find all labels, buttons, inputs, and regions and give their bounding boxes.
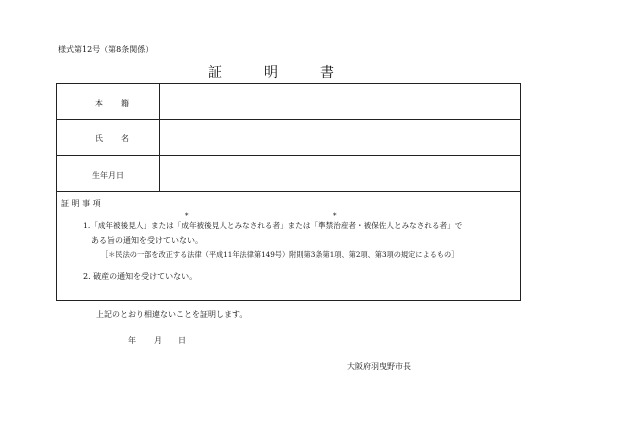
title-char-3: 書 <box>320 65 334 81</box>
matter-item-1-line-1: 1.「成年被後見人」または「成年被後見人とみなされる者」または「準禁治産者・被保佐人とみなされる者」で <box>83 221 463 230</box>
matter-item-1-line-2: ある旨の通知を受けていない。 <box>91 236 203 245</box>
date-year: 年 <box>128 336 136 345</box>
form-number: 様式第12号（第8条関係） <box>58 45 154 54</box>
issuer-name: 大阪府羽曳野市長 <box>347 362 411 371</box>
document-title <box>208 62 334 82</box>
title-char-1: 証 <box>208 65 222 81</box>
date-month: 月 <box>154 336 162 345</box>
asterisk-mark: * <box>185 212 189 220</box>
row-label-honseki: 本 籍 <box>95 99 129 108</box>
label-column-divider <box>159 84 160 192</box>
row-divider <box>57 191 520 192</box>
matter-item-2: 2. 破産の通知を受けていない。 <box>83 272 198 281</box>
asterisk-mark: * <box>333 212 337 220</box>
row-divider <box>57 155 520 156</box>
date-day: 日 <box>178 336 186 345</box>
matters-heading: 証 明 事 項 <box>61 199 101 208</box>
certificate-table <box>56 83 521 301</box>
matter-item-1-note: ［＊民法の一部を改正する法律（平成11年法律第149号）附則第3条第1項、第2項、第3項の規定によるもの］ <box>101 250 459 259</box>
title-char-2: 明 <box>264 65 278 81</box>
row-divider <box>57 119 520 120</box>
certify-statement: 上記のとおり相違ないことを証明します。 <box>96 310 248 319</box>
row-label-birthdate: 生年月日 <box>92 171 124 180</box>
row-label-name: 氏 名 <box>95 134 129 143</box>
